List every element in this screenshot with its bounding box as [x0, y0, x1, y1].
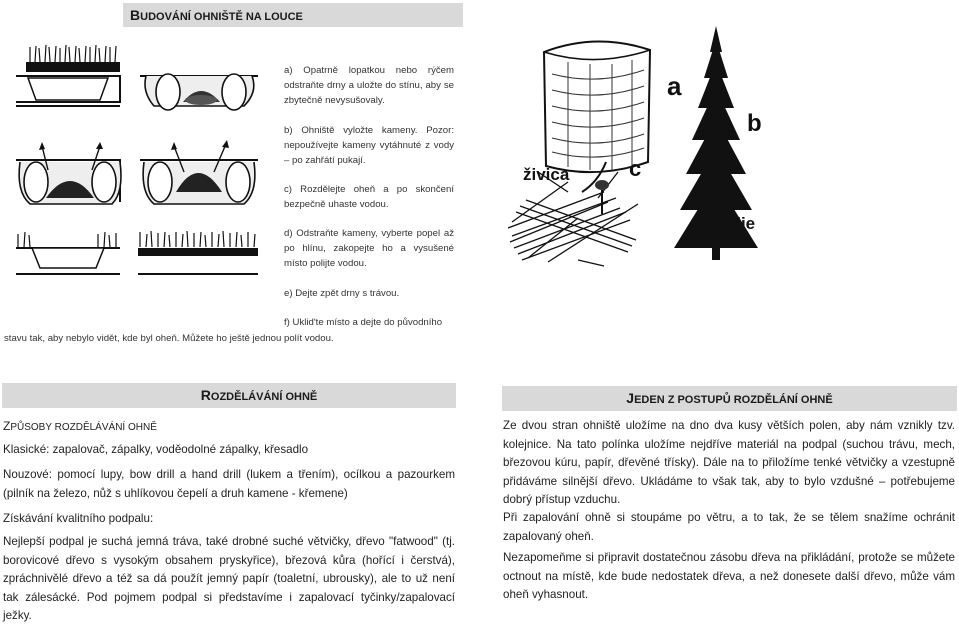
dry-branches-pile	[508, 172, 638, 266]
section2-paragraph-2: Nouzové: pomocí lupy, bow drill a hand drill (lukem a třením), ocílkou a pazourkem (pilník na železo, nůž s uhlíkovou čepelí a druh kamene - křemene)	[3, 468, 455, 500]
section1-title: UDOVÁNÍ OHNIŠTĚ NA LOUCE	[140, 11, 303, 23]
section2-header	[2, 383, 456, 408]
step-f: f) Uklid'te místo a dejte do původního	[284, 317, 443, 328]
section2-title-initial: R	[200, 387, 211, 403]
section3-title-initial: J	[626, 390, 635, 406]
firepit-diagram	[8, 42, 268, 292]
step-e: e) Dejte zpět drny s trávou.	[284, 288, 400, 299]
step-c: c) Rozdělejte oheň a po skončení bezpečně uhaste vodou.	[284, 184, 454, 210]
label-razdie: raždie	[706, 214, 756, 233]
section2-paragraph-4: Nejlepší podpal je suchá jemná tráva, také drobné suché větvičky, dřevo "fatwood" (tj. borovicové dřevo s vysokým obsahem pryskyřice), březová kůra (hořící i čerstvá), zpráchnivělé dřevo a též sa dá použít jemný papír (toaletní, ubrousky), ale to už není tak zálesácké. Pod pojmem podpal si představíme i zapalovací tyčinky/zapalovací ježky.	[3, 535, 455, 622]
step-b: b) Ohniště vyložte kameny. Pozor: nepoužívejte kameny vytáhnuté z vody – po zahřátí pukají.	[284, 125, 454, 166]
birch-bark-roll	[544, 41, 650, 172]
label-b: b	[747, 110, 762, 137]
step-d: d) Odstraňte kameny, vyberte popel až po hlínu, zakopejte ho a vysušené místo polijte vodou.	[284, 228, 454, 269]
firepit-step-d-e-figure	[16, 231, 258, 274]
section3-paragraph-3: Nezapomeňme si připravit dostatečnou zásobu dřeva na přikládání, protože se můžete octnout na místě, kde bude nedostatek dřeva, a než donesete další dřevo, může vám oheň vyhasnout.	[503, 551, 955, 601]
section2-subtitle-rest: PŮSOBY ROZDĚLÁVÁNÍ OHNĚ	[10, 422, 157, 433]
section3-title: EDEN Z POSTUPŮ ROZDĚLÁNÍ OHNĚ	[634, 394, 833, 406]
section3-paragraph-1: Ze dvou stran ohniště uložíme na dno dva kusy větších polen, aby nám vznikly tzv. kolejnice. Na tato polínka uložíme nejdříve materiál na podpal (suchou trávu, mech, březovou kúru, papír, dřevěné třísky). Dále na to přiložíme tenké větvičky a vzestupně přidáváme silnější dřevo. Ukládáme to však tak, aby to bylo vzdušné – potřebujeme dobrý přístup vzduchu.	[503, 419, 955, 506]
label-zivica: živica	[523, 165, 570, 184]
section3-header	[502, 386, 957, 411]
label-a: a	[667, 71, 682, 101]
step-a: a) Opatrně lopatkou nebo rýčem odstraňte drny a uložte do stínu, aby se zbytečně nevysušovaly.	[284, 65, 454, 106]
section3-paragraph-2: Při zapalování ohně si stoupáme po větru, a to tak, že se tělem snažíme ochránit zapalovaný oheň.	[503, 511, 955, 543]
firepit-step-a-b-figure	[16, 45, 258, 110]
section2-subtitle	[3, 417, 157, 435]
section1-title-initial: B	[130, 7, 141, 23]
section2-paragraph-1: Klasické: zapalovač, zápalky, voděodolné zápalky, křesadlo	[3, 443, 309, 456]
section1-header	[123, 3, 463, 27]
resin-knot	[595, 180, 609, 214]
section2-subtitle-initial: Z	[3, 419, 11, 433]
section2-title: OZDĚLÁVÁNÍ OHNĚ	[210, 391, 318, 403]
label-c: c	[629, 156, 642, 181]
tinder-materials-figure	[508, 22, 768, 272]
section2-paragraph-3: Získávání kvalitního podpalu:	[3, 512, 154, 525]
firepit-step-c-figure	[16, 140, 258, 204]
step-f-continued: stavu tak, aby nebylo vidět, kde byl oheň. Můžete ho ještě jednou polít vodou.	[4, 333, 334, 344]
